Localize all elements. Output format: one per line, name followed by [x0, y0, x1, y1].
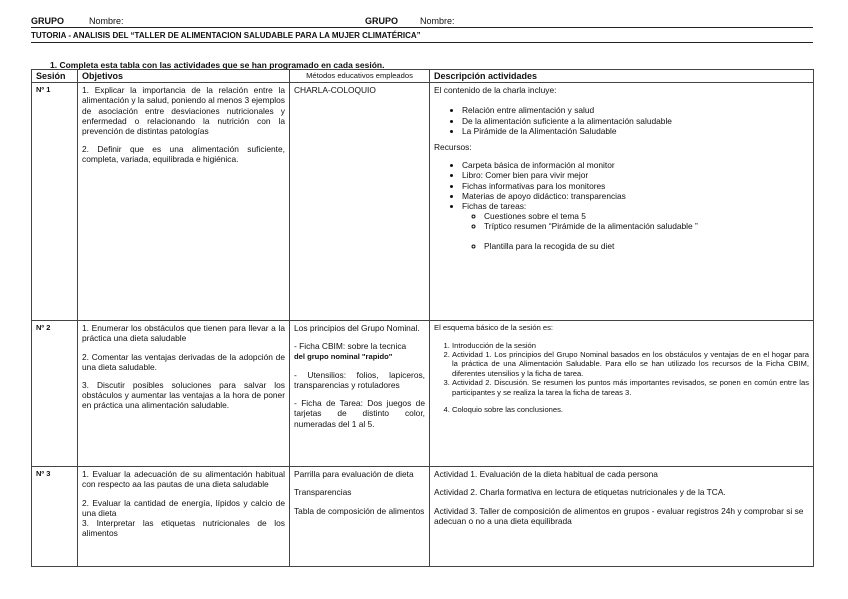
table-header-row [32, 70, 814, 83]
description-cell [430, 467, 814, 567]
objective-item: 1. Explicar la importancia de la relación entre la alimentación y la salud, poniendo al menos 3 ejemplos de asociación entre desviaciones nutricionales y enfermedad o relacionando la nutrición con la prevención de distintas patologías [82, 85, 285, 137]
tasks-sublist [462, 211, 809, 251]
header-descripcion: Descripción actividades [430, 70, 814, 83]
recursos-label: Recursos: [434, 142, 472, 153]
document-subtitle: TUTORIA - ANALISIS DEL “TALLER DE ALIMENTACION SALUDABLE PARA LA MUJER CLIMATÉRICA” [31, 31, 421, 40]
nombre-label-1: Nombre: [89, 16, 124, 26]
grupo-label-1: GRUPO [31, 16, 65, 26]
activity-item: Actividad 3. Taller de composición de alimentos en grupos - evaluar registros 24h y comprobar si se adecuan o no a una dieta equilibrada [434, 505, 804, 526]
methods-cell [290, 321, 430, 467]
description-intro: El esquema básico de la sesión es: [434, 323, 554, 333]
objective-item: 3. Discutir posibles soluciones para salvar los obstáculos y aumentar las ventajas a la hora de poner en práctica una alimentación saludable. [82, 380, 285, 411]
methods-cell [290, 83, 430, 321]
activity-item: Actividad 2. Charla formativa en lectura de etiquetas nutricionales y de la TCA. [434, 487, 726, 498]
steps-list [434, 341, 809, 415]
objectives-cell [78, 321, 290, 467]
nombre-label-2: Nombre: [420, 16, 455, 26]
session-number: Nº 1 [32, 83, 78, 321]
list-item: • Materias de apoyo didáctico: transparencias [462, 191, 809, 201]
header-sesion: Sesión [32, 70, 78, 83]
table-row [32, 83, 814, 321]
method-item-text: - Ficha CBIM: sobre la tecnica [294, 341, 407, 352]
list-item: 1. Introducción de la sesión [452, 341, 809, 350]
method-item: Los principios del Grupo Nominal. [294, 323, 420, 334]
method-item: CHARLA-COLOQUIO [294, 85, 376, 96]
description-intro: El contenido de la charla incluye: [434, 85, 557, 96]
objective-item: 2. Definir que es una alimentación suficiente, completa, variada, equilibrada e higiénica. [82, 144, 285, 165]
list-item: 3. Actividad 2. Discusión. Se resumen los puntos más importantes revisados, se ponen en común entre las participantes y se realiza la tarea la ficha de tareas 3. [452, 378, 809, 397]
list-item: 2. Actividad 1. Los principios del Grupo Nominal basados en los obstáculos y ventajas de en el hogar para la práctica de una Alimentación Saludable. Para ello se han utilizado los recursos de la Ficha CBIM, diferentes utensilios y la ficha de tarea. [452, 350, 809, 378]
method-item: - Ficha de Tarea: Dos juegos de tarjetas de distinto color, numeradas del 1 al 5. [294, 398, 425, 429]
list-item: • Fichas informativas para los monitores [462, 181, 809, 191]
list-item: • La Pirámide de la Alimentación Saludable [462, 126, 809, 136]
list-item: • Relación entre alimentación y salud [462, 105, 809, 115]
list-item-label: Fichas de tareas: [462, 201, 527, 212]
resources-list [434, 160, 809, 251]
instruction-text: 1. Completa esta tabla con las actividades que se han programado en cada sesión. [50, 60, 385, 70]
activities-table [31, 69, 814, 567]
session-number: Nº 3 [32, 467, 78, 567]
list-item: ◦ Cuestiones sobre el tema 5 [484, 211, 809, 221]
table-row [32, 321, 814, 467]
subtitle-divider [31, 42, 813, 43]
objective-item: 1. Enumerar los obstáculos que tienen para llevar a la práctica una dieta saludable [82, 323, 285, 344]
objective-item: 1. Evaluar la adecuación de su alimentación habitual con respecto aa las pautas de una dieta saludable [82, 469, 285, 490]
list-item: • Libro: Comer bien para vivir mejor [462, 170, 809, 180]
list-item: • Carpeta básica de información al monitor [462, 160, 809, 170]
method-item [294, 341, 425, 361]
header-metodos: Métodos educativos empleados [290, 70, 430, 83]
content-list [434, 105, 809, 136]
list-item: ◦ Plantilla para la recogida de su diet [484, 241, 809, 251]
activity-item: Actividad 1. Evaluación de la dieta habitual de cada persona [434, 469, 658, 480]
objective-item: 2. Comentar las ventajas derivadas de la adopción de una dieta saludable. [82, 351, 285, 372]
grupo-label-2: GRUPO [365, 16, 399, 26]
method-item: Transparencias [294, 487, 352, 498]
list-item: 4. Coloquio sobre las conclusiones. [452, 405, 809, 414]
description-cell [430, 321, 814, 467]
session-number: Nº 2 [32, 321, 78, 467]
table-row [32, 467, 814, 567]
header-divider [31, 27, 813, 28]
method-item-emphasis: del grupo nominal "rapido" [294, 351, 393, 361]
header-objetivos: Objetivos [78, 70, 290, 83]
list-item: • De la alimentación suficiente a la alimentación saludable [462, 116, 809, 126]
list-item: ◦ Tríptico resumen “Pirámide de la alimentación saludable ” [484, 221, 809, 231]
method-item: Tabla de composición de alimentos [294, 505, 425, 516]
objectives-cell [78, 83, 290, 321]
list-item [462, 201, 809, 251]
methods-cell [290, 467, 430, 567]
objective-item: 2. Evaluar la cantidad de energía, lípidos y calcio de una dieta [82, 497, 285, 518]
method-item: - Utensilios: folios, lapiceros, transparencias y rotuladores [294, 369, 425, 391]
description-cell [430, 83, 814, 321]
method-item: Parrilla para evaluación de dieta [294, 469, 414, 480]
objectives-cell [78, 467, 290, 567]
objective-item: 3. Interpretar las etiquetas nutricionales de los alimentos [82, 518, 285, 539]
